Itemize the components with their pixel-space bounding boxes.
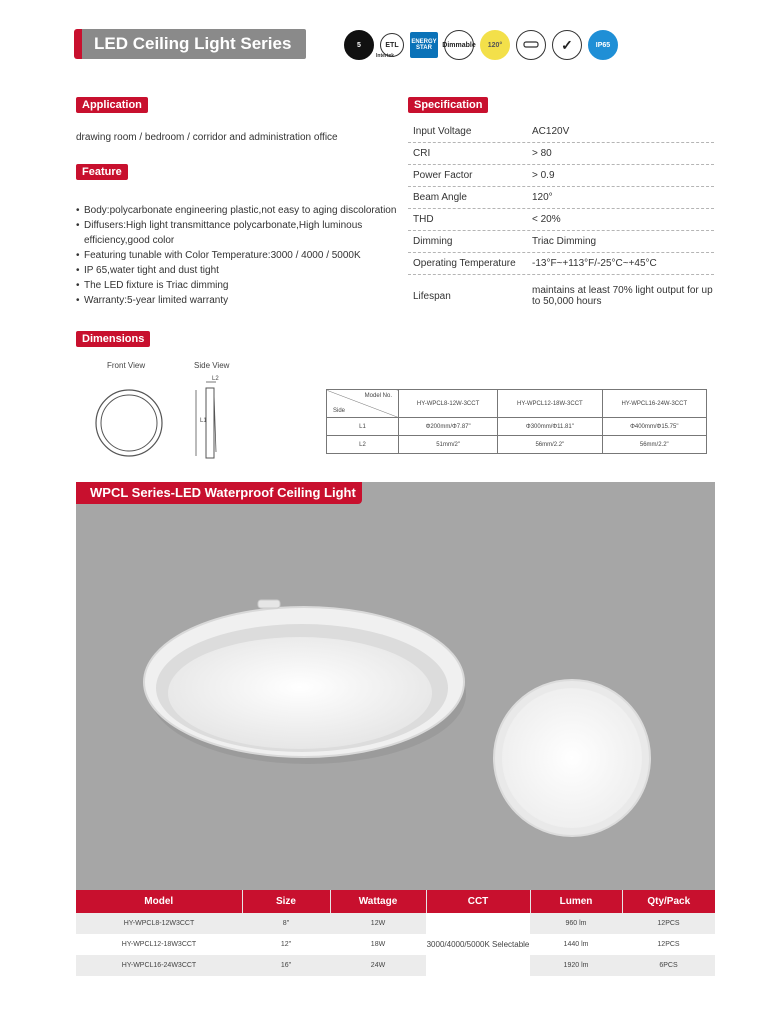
model-header-cell: HY-WPCL12-18W-3CCT [498,390,602,418]
dimmable-icon: Dimmable [444,30,474,60]
spec-key: Operating Temperature [413,258,516,269]
model-header-cell: HY-WPCL16-24W-3CCT [602,390,706,418]
model-header-cell: HY-WPCL8-12W-3CCT [399,390,498,418]
feature-item: • Diffusers:High light transmittance polycarbonate,High luminous efficiency,good color [76,218,406,248]
dim-cell: Φ400mm/Φ15.75" [602,418,706,436]
side-cell: L2 [327,436,399,454]
product-title: WPCL Series-LED Waterproof Ceiling Light [76,482,362,504]
feature-item: • IP 65,water tight and dust tight [76,263,406,278]
energy-star-icon: ENERGY STAR [410,32,438,58]
check-icon: ✓ [552,30,582,60]
page-title-bar [74,29,306,59]
beam-angle-icon: 120° [480,30,510,60]
size-cell: 12" [280,941,292,948]
spec-value: > 0.9 [532,170,555,181]
lumen-cell: 1440 lm [563,941,589,948]
title-accent [74,29,82,59]
header-qty: Qty/Pack [622,890,715,913]
spec-row [408,165,714,187]
cert-caption: Intertek [376,53,395,59]
spec-key: THD [413,214,434,225]
spec-key: CRI [413,148,431,159]
spec-row [408,253,714,275]
model-cell: HY-WPCL8-12W3CCT [76,913,242,934]
corner-side-label: Side [333,408,346,414]
size-cell: 16" [242,955,330,976]
spec-row [408,143,714,165]
table-header-row [76,890,715,913]
spec-key: Dimming [413,236,453,247]
table-row [76,913,715,934]
table-row [327,390,707,418]
spec-row [408,121,714,143]
header-lumen: Lumen [530,890,622,913]
application-heading: Application [76,97,148,113]
feature-heading: Feature [76,164,128,180]
spec-value: < 20% [532,214,561,225]
spec-value: AC120V [532,126,570,137]
spec-row [408,275,714,317]
etl-listed-icon: ETL [380,33,404,57]
size-cell: 8" [242,913,330,934]
side-view-drawing [194,374,226,464]
dim-cell: 56mm/2.2" [498,436,602,454]
lumen-cell: 1920 lm [530,955,622,976]
side-view-label: Side View [194,361,230,370]
spec-key: Beam Angle [413,192,467,203]
model-table [76,890,715,976]
corner-model-label: Model No. [364,393,392,399]
feature-item: • Featuring tunable with Color Temperature:3000 / 4000 / 5000K [76,248,406,263]
spec-row [408,187,714,209]
dim-cell: Φ300mm/Φ11.81" [498,418,602,436]
spec-value: -13°F~+113°F/-25°C~+45°C [532,258,657,269]
damp-location-icon [516,30,546,60]
table-row [327,418,707,436]
feature-item: • The LED fixture is Triac dimming [76,278,406,293]
spec-row [408,209,714,231]
wattage-cell: 24W [330,955,426,976]
page-title: LED Ceiling Light Series [82,29,306,59]
table-row [76,934,715,955]
spec-key: Power Factor [413,170,473,181]
lumen-cell: 960 lm [530,913,622,934]
spec-value: 120° [532,192,553,203]
qty-cell: 6PCS [622,955,715,976]
ip65-icon: IP65 [588,30,618,60]
wattage-cell: 18W [370,941,386,948]
spec-key: Lifespan [413,290,451,302]
spec-key: Input Voltage [413,126,472,137]
front-view-label: Front View [107,361,146,370]
front-view-drawing [94,388,164,458]
table-row [76,955,715,976]
dimensions-table [326,389,707,454]
qty-cell: 12PCS [622,913,715,934]
dimensions-heading: Dimensions [76,331,150,347]
spec-value: Triac Dimming [532,236,597,247]
feature-item: • Warranty:5-year limited warranty [76,293,406,308]
feature-list [76,203,406,308]
l1-label: L1 [200,418,207,424]
l2-label: L2 [212,376,219,382]
specification-table [408,121,714,317]
ceiling-light-photo [76,482,715,890]
warranty-5-icon: 5 [344,30,374,60]
dim-cell: Φ200mm/Φ7.87" [399,418,498,436]
spec-row [408,231,714,253]
model-cell: HY-WPCL12-18W3CCT [121,941,197,948]
header-wattage: Wattage [330,890,426,913]
header-cct: CCT [426,890,530,913]
table-row [327,436,707,454]
header-model: Model [76,890,242,913]
cct-cell: 3000/4000/5000K Selectable [426,913,530,976]
feature-item: • Body:polycarbonate engineering plastic,not easy to aging discoloration [76,203,406,218]
specification-heading: Specification [408,97,488,113]
qty-cell: 12PCS [657,941,680,948]
header-size: Size [242,890,330,913]
product-photo-panel [76,482,715,890]
application-text: drawing room / bedroom / corridor and administration office [76,132,338,143]
dim-cell: 56mm/2.2" [602,436,706,454]
spec-value: > 80 [532,148,552,159]
model-cell: HY-WPCL16-24W3CCT [76,955,242,976]
side-cell: L1 [327,418,399,436]
corner-cell [327,390,399,418]
spec-value: maintains at least 70% light output for up to 50,000 hours [532,285,713,307]
wattage-cell: 12W [330,913,426,934]
dim-cell: 51mm/2" [399,436,498,454]
